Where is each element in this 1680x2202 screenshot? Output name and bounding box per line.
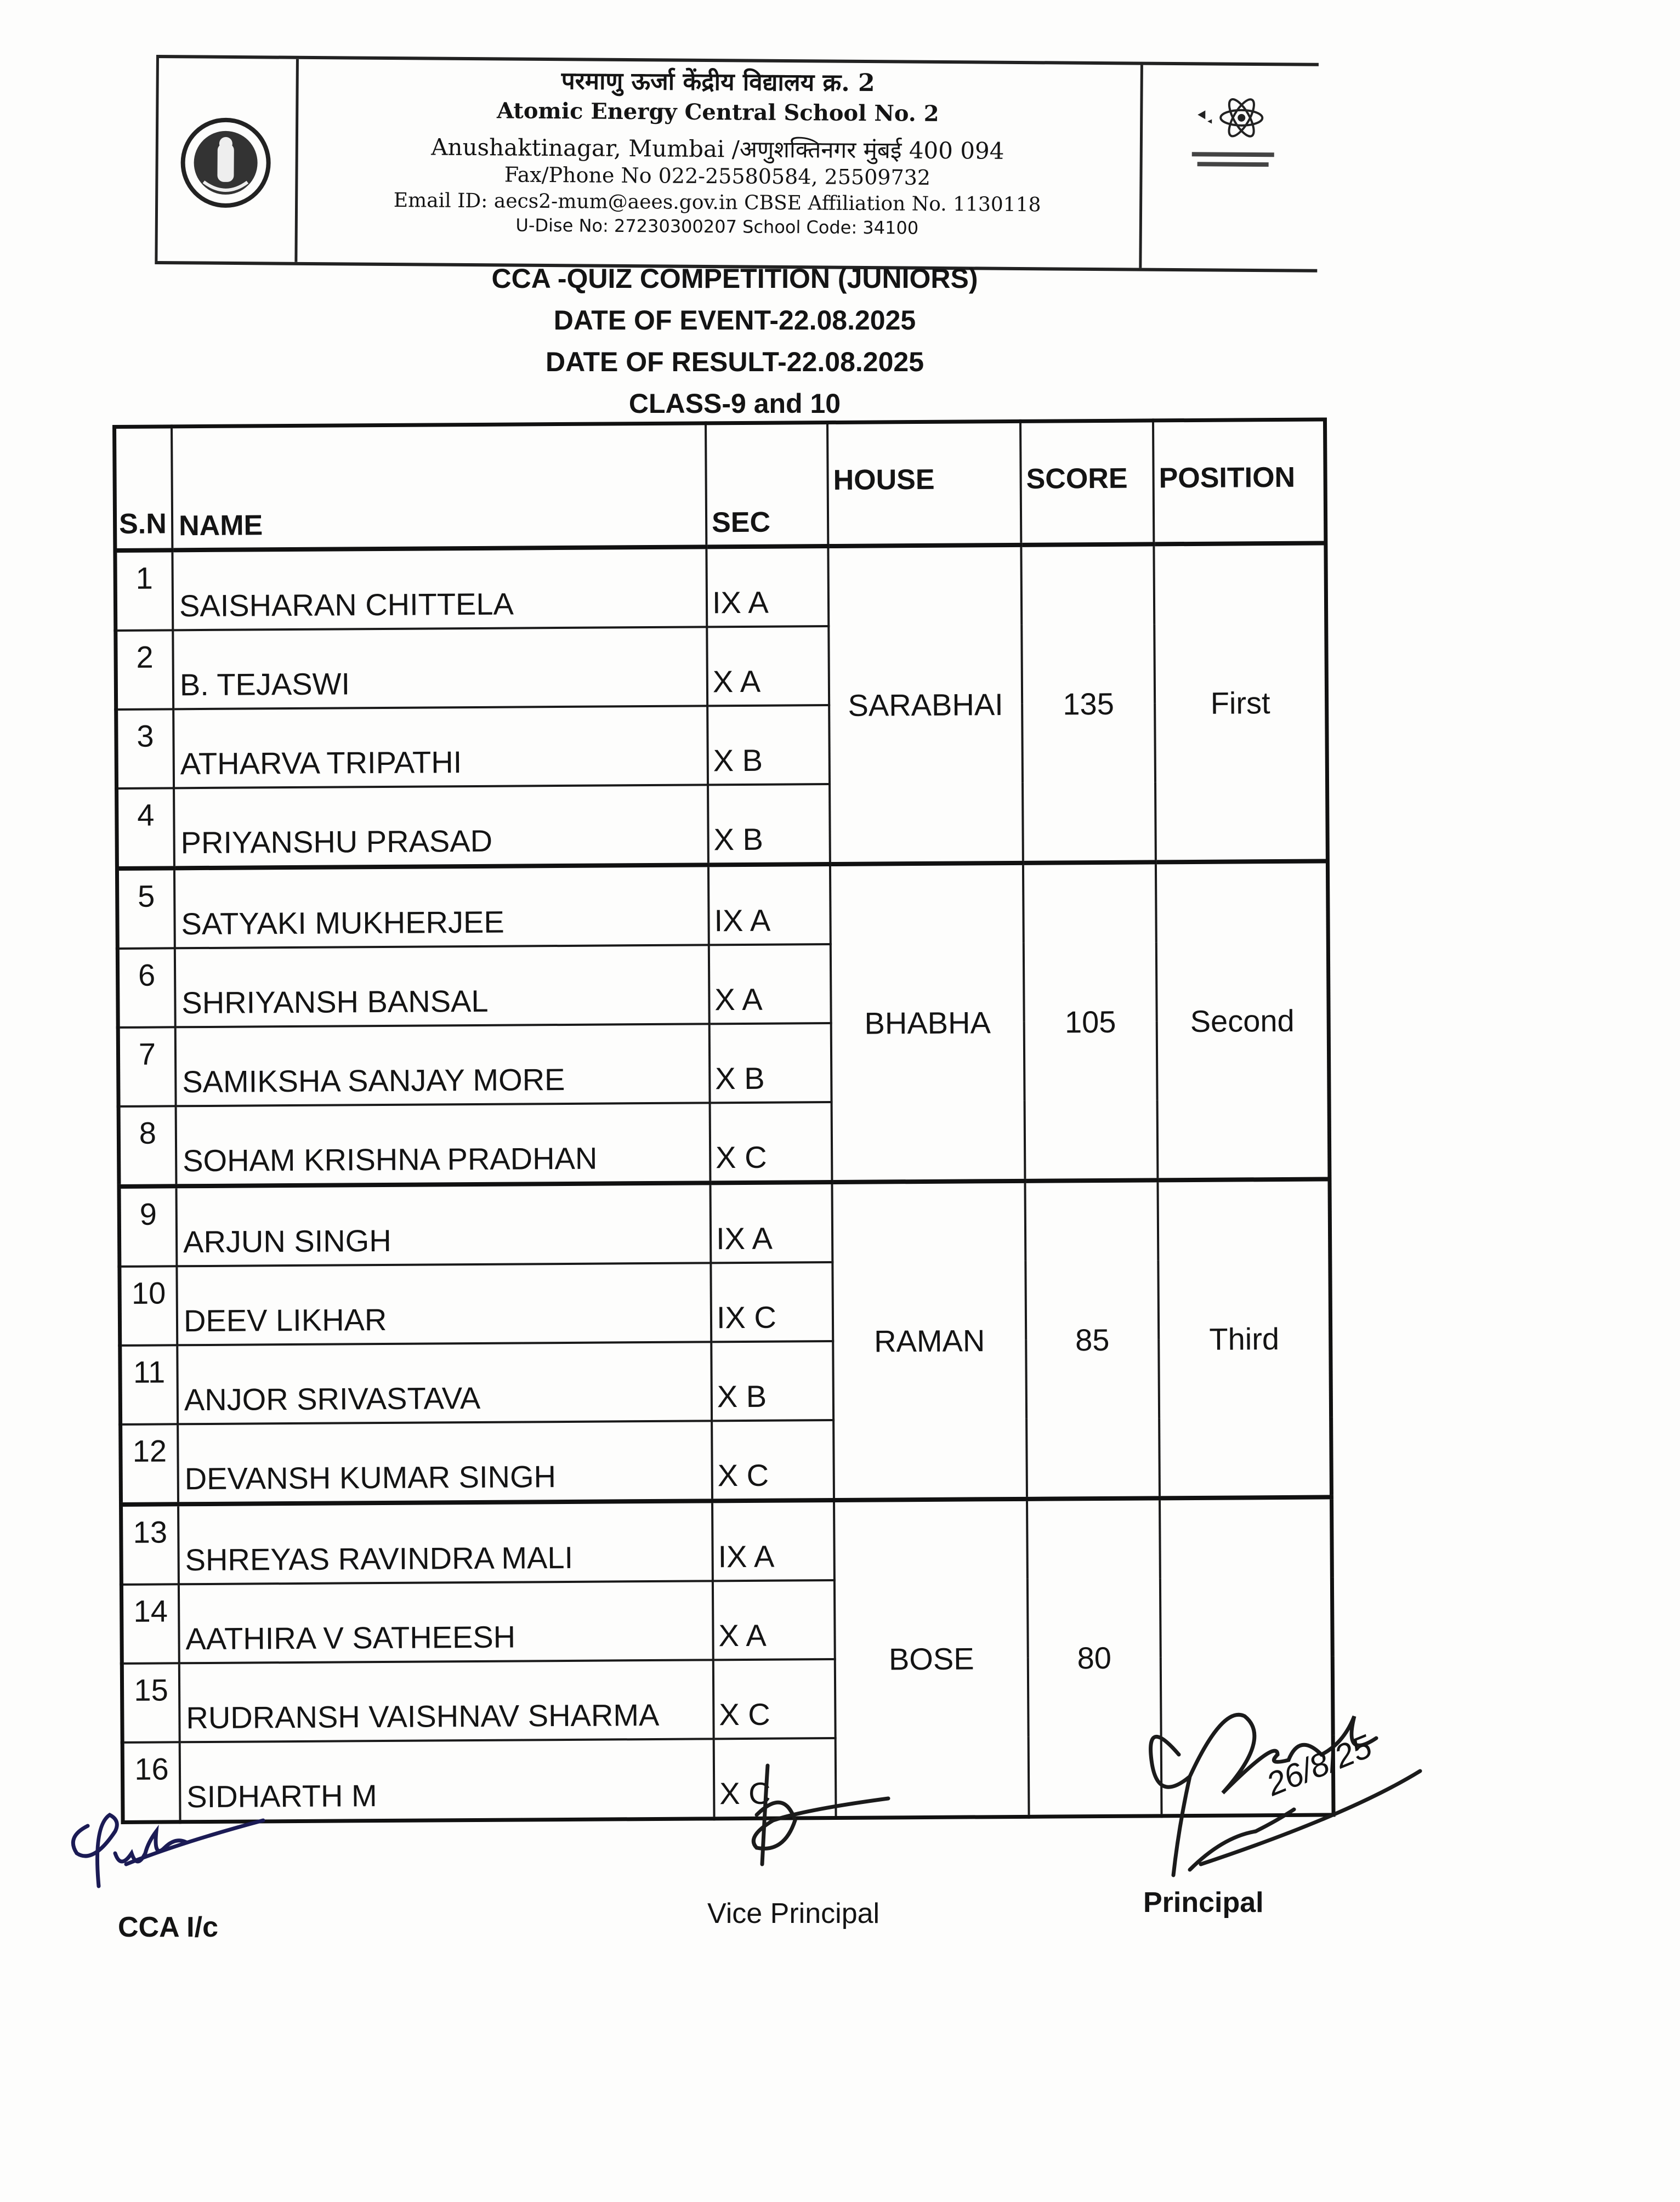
row-name: ARJUN SINGH <box>176 1183 711 1266</box>
letterhead-text <box>294 59 1140 268</box>
row-sec: X C <box>710 1102 832 1183</box>
row-sn: 4 <box>117 788 174 869</box>
row-name: PRIYANSHU PRASAD <box>174 785 708 868</box>
results-table-wrapper <box>112 417 1336 1824</box>
letterhead <box>155 55 1319 273</box>
title-block <box>351 258 1119 424</box>
header-sn: S.N <box>115 427 173 550</box>
table-header-row <box>115 419 1326 550</box>
row-name: AATHIRA V SATHEESH <box>179 1581 713 1663</box>
group-position: First <box>1154 543 1327 862</box>
row-sn: 13 <box>121 1504 179 1585</box>
row-sec: X A <box>713 1580 835 1660</box>
cca-ic-label: CCA I/c <box>118 1911 218 1943</box>
row-sec: X B <box>708 784 830 865</box>
event-title: CCA -QUIZ COMPETITION (JUNIORS) <box>491 263 978 294</box>
row-sn: 3 <box>116 709 174 788</box>
row-sn: 2 <box>116 630 173 710</box>
header-name: NAME <box>172 423 706 550</box>
row-name: ANJOR SRIVASTAVA <box>177 1342 712 1424</box>
row-sn: 1 <box>115 550 173 631</box>
atom-logo-icon <box>1186 93 1280 192</box>
row-name: B. TEJASWI <box>173 627 707 709</box>
row-sec: X B <box>711 1341 833 1421</box>
row-sec: X B <box>707 705 830 785</box>
event-date: DATE OF EVENT-22.08.2025 <box>553 305 916 336</box>
row-name: SHRIYANSH BANSAL <box>175 945 710 1027</box>
group-position: Second <box>1156 861 1330 1180</box>
letterhead-right-panel <box>1139 65 1319 269</box>
school-email: Email ID: aecs2-mum@aees.gov.in CBSE Affiliation No. 1130118 <box>393 189 1041 217</box>
row-sn: 9 <box>119 1186 177 1267</box>
vice-principal-label: Vice Principal <box>707 1898 880 1929</box>
table-row <box>121 1497 1332 1584</box>
row-sn: 12 <box>121 1424 178 1505</box>
letterhead-left-panel <box>155 58 299 262</box>
group-score: 135 <box>1021 544 1156 862</box>
principal-signature-date: 26/8/25 <box>1261 1727 1377 1803</box>
row-sec: IX A <box>708 864 831 945</box>
header-position: POSITION <box>1153 419 1326 544</box>
row-sec: IX A <box>712 1500 835 1581</box>
principal-label: Principal <box>1143 1887 1264 1919</box>
row-sec: X C <box>712 1420 834 1501</box>
row-sec: X B <box>710 1023 832 1103</box>
group-house: RAMAN <box>832 1181 1027 1500</box>
school-emblem-icon <box>179 116 273 209</box>
row-name: SOHAM KRISHNA PRADHAN <box>176 1103 711 1186</box>
group-score: 105 <box>1023 862 1158 1181</box>
header-house: HOUSE <box>827 421 1021 546</box>
table-row <box>117 861 1328 948</box>
row-name: SAMIKSHA SANJAY MORE <box>175 1024 710 1106</box>
row-sn: 10 <box>120 1266 177 1346</box>
cca-signature-icon <box>55 1793 274 1914</box>
row-sec: IX A <box>706 546 828 627</box>
group-house: BOSE <box>834 1499 1029 1818</box>
table-row <box>115 543 1326 630</box>
class-label: CLASS-9 and 10 <box>628 388 841 419</box>
row-sec: IX A <box>710 1182 832 1263</box>
school-name-hindi: परमाणु ऊर्जा केंद्रीय विद्यालय क्र. 2 <box>561 67 875 98</box>
row-name: SAISHARAN CHITTELA <box>172 547 707 630</box>
row-sn: 16 <box>122 1742 180 1822</box>
table-row <box>119 1179 1330 1266</box>
row-sn: 11 <box>120 1345 178 1425</box>
school-phone: Fax/Phone No 022-25580584, 25509732 <box>504 162 931 190</box>
group-position: Third <box>1157 1179 1331 1498</box>
school-name-english: Atomic Energy Central School No. 2 <box>496 98 939 127</box>
row-name: DEVANSH KUMAR SINGH <box>178 1421 712 1504</box>
row-name: SHREYAS RAVINDRA MALI <box>178 1501 713 1584</box>
row-name: DEEV LIKHAR <box>177 1263 711 1345</box>
row-sec: X C <box>714 1738 836 1819</box>
row-name: SIDHARTH M <box>180 1739 714 1821</box>
results-table <box>112 417 1336 1824</box>
header-score: SCORE <box>1020 421 1154 545</box>
row-sec: X A <box>709 944 831 1024</box>
header-sec: SEC <box>706 423 828 547</box>
row-name: SATYAKI MUKHERJEE <box>174 865 709 948</box>
result-date: DATE OF RESULT-22.08.2025 <box>545 347 924 377</box>
row-sn: 8 <box>118 1106 176 1187</box>
group-score: 80 <box>1027 1498 1162 1817</box>
row-sn: 7 <box>118 1027 175 1106</box>
row-sn: 15 <box>122 1663 179 1743</box>
row-name: ATHARVA TRIPATHI <box>173 706 708 788</box>
school-udise: U-Dise No: 27230300207 School Code: 34100 <box>515 214 919 239</box>
group-house: BHABHA <box>830 863 1025 1182</box>
vice-principal-signature-icon <box>724 1755 899 1886</box>
group-house: SARABHAI <box>828 545 1023 864</box>
row-sn: 6 <box>117 948 175 1028</box>
row-sec: X C <box>713 1659 836 1739</box>
row-sn: 14 <box>121 1584 179 1664</box>
school-address: Anushaktinagar, Mumbai /अणुशक्तिनगर मुंबई 400 094 <box>430 133 1004 164</box>
row-sn: 5 <box>117 868 174 949</box>
group-score: 85 <box>1025 1180 1160 1499</box>
row-sec: X A <box>707 626 829 706</box>
row-sec: IX C <box>711 1262 833 1342</box>
row-name: RUDRANSH VAISHNAV SHARMA <box>179 1660 714 1742</box>
